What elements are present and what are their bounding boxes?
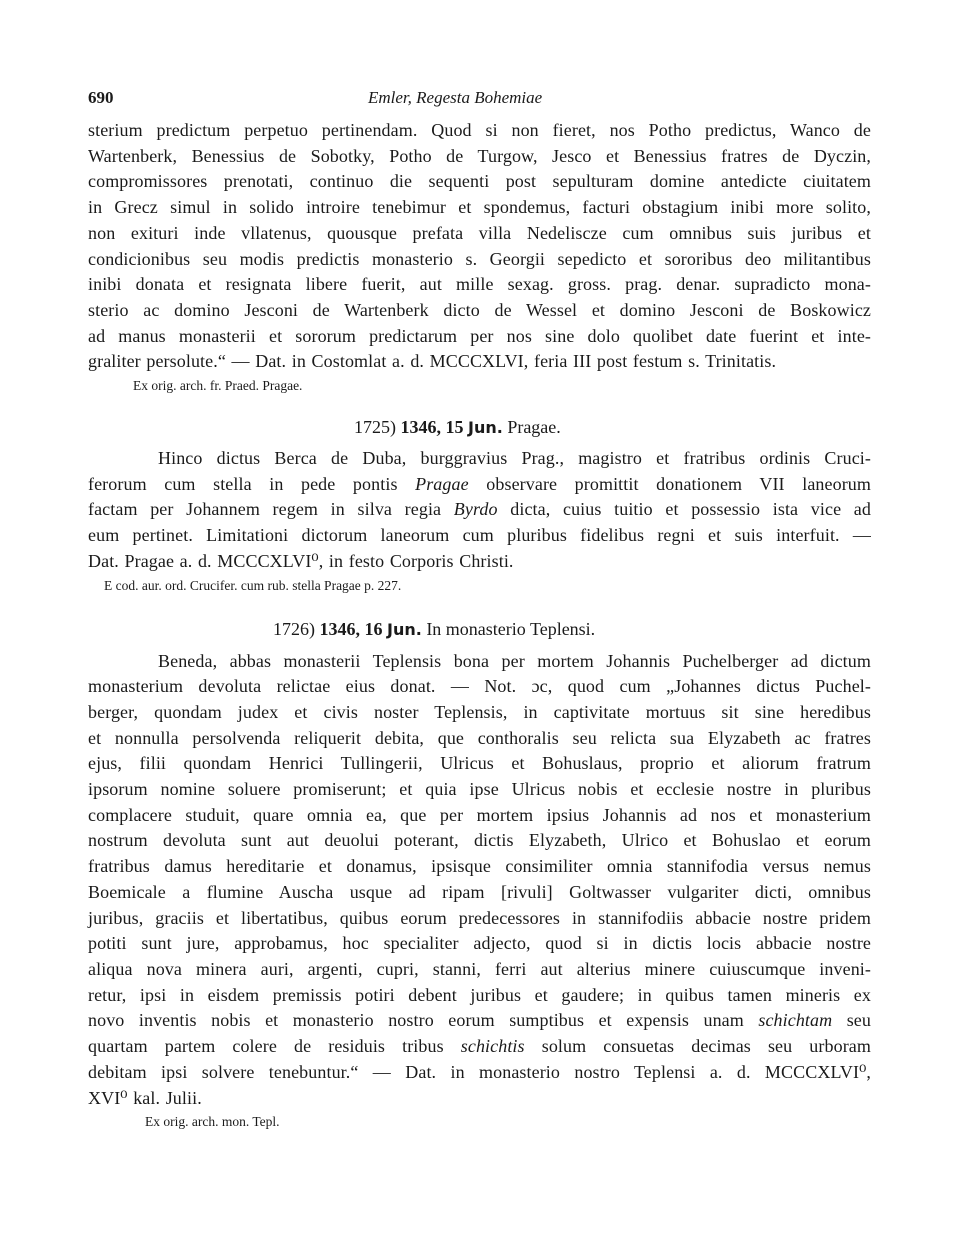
text-line: [88, 880, 871, 906]
text-line: [88, 777, 871, 803]
text-line: ad manus monasterii et sororum predictarum per nos sine dolo quolibet date fuerint et inte-: [88, 325, 871, 346]
text-segment: quartam partem colere de residuis tribus: [88, 1036, 461, 1057]
regest-number: 1726): [273, 618, 315, 639]
text-segment: ipsorum nomine soluere promiserunt; et quia ipse Ulricus nobis et ecclesie nostre in pluribus: [88, 779, 871, 800]
text-segment: Beneda, abbas monasterii Teplensis bona per mortem Johannis Puchelberger ad dictum: [158, 650, 871, 671]
text-line: [88, 906, 871, 932]
text-line: [88, 472, 871, 498]
text-segment: eum pertinet. Limitationi dictorum laneorum cum pluribus fidelibus regni et suis interfuit. —: [88, 525, 871, 546]
text-line: compromissores prenotati, continuo die sequenti post sepulturam domine antedicte ciuitatem: [88, 171, 871, 192]
page-header: [88, 88, 871, 118]
text-line: sterio ac domino Jesconi de Wartenberk dicto de Wessel et domino Jesconi de Boskowicz: [88, 299, 871, 320]
italic-term: Pragae: [415, 473, 469, 494]
text-line: [88, 700, 871, 726]
italic-term: schichtam: [758, 1010, 833, 1031]
regest-date: 1346, 15: [400, 417, 464, 438]
text-segment: observare promittit donationem VII laneorum: [468, 473, 871, 494]
source-note: Ex orig. arch. fr. Praed. Pragae.: [133, 378, 303, 394]
regest-heading: [88, 616, 871, 643]
text-line: [88, 726, 871, 752]
text-line: [88, 523, 871, 549]
text-segment: Boemicale a flumine Auscha usque ad ripam [rivuli] Goltwasser vulgariter dicti, omnibus: [88, 881, 871, 902]
text-line: [88, 1060, 871, 1086]
text-segment: dicta, cuius tuitio et possessio ista vice ad: [497, 499, 871, 520]
source-note: Ex orig. arch. mon. Tepl.: [145, 1114, 280, 1130]
text-line: [88, 931, 871, 957]
text-line: [88, 751, 871, 777]
regest-month: Jun.: [468, 418, 503, 438]
regest-month: Jun.: [387, 619, 422, 639]
entry-1726: [88, 616, 871, 1134]
text-segment: berger, quondam judex et civis noster Teplensis, in captivitate mortuus sit sine heredibus: [88, 701, 871, 722]
regest-number: 1725): [354, 417, 396, 438]
text-segment: solum consuetas decimas seu urboram: [524, 1036, 871, 1057]
text-line: [88, 828, 871, 854]
text-line: [88, 446, 871, 472]
regest-place: Pragae.: [507, 417, 561, 438]
text-line: sterium predictum perpetuo pertinendam. Quod si non fieret, nos Potho predictus, Wanco de: [88, 120, 871, 140]
text-segment: XVI⁰ kal. Julii.: [88, 1087, 202, 1108]
text-line: inibi donata et resignata libere fuerit, aut mille sexag. gross. prag. denar. supradicto mona-: [88, 274, 871, 295]
text-line: in Grecz simul in solido introire tenebimur et spondemus, facturi obstagium inibi more solito,: [88, 197, 871, 218]
text-segment: monasterium devoluta relictae eius donat. — Not. ɔc, quod cum „Johannes dictus Puchel-: [88, 676, 871, 697]
text-line: [88, 1034, 871, 1060]
continuation-text: [88, 118, 871, 397]
regest-date: 1346, 16: [319, 618, 383, 639]
text-segment: novo inventis nobis et monasterio nostro eorum sumptibus et expensis unam: [88, 1010, 759, 1031]
text-line: [88, 1086, 871, 1112]
text-line: [88, 549, 871, 575]
text-segment: ferorum cum stella in pede pontis: [88, 473, 416, 494]
text-segment: fratribus damus hereditarie et donamus, ipsisque consimiliter omnia stannifodia versus nemus: [88, 856, 871, 877]
text-line: [88, 854, 871, 880]
text-segment: Dat. Pragae a. d. MCCCXLVI⁰, in festo Corporis Christi.: [88, 550, 514, 571]
source-note: E cod. aur. ord. Crucifer. cum rub. stella Pragae p. 227.: [104, 577, 402, 593]
entry-1725: [88, 414, 871, 597]
regest-text: [88, 649, 871, 1112]
text-line: non exituri inde vllatenus, quousque prefata villa Nedeliscze cum omnibus suis juribus et: [88, 222, 871, 243]
text-line: [88, 1008, 871, 1034]
text-segment: factam per Johannem regem in silva regia: [88, 499, 454, 520]
italic-term: schichtis: [460, 1036, 525, 1057]
running-title: Emler, Regesta Bohemiae: [368, 88, 543, 107]
text-segment: ejus, filii quondam Henrici Tullingerii, Ulricus et Bohuslaus, proprio et aliorum fratrum: [88, 753, 871, 774]
text-line: [88, 674, 871, 700]
text-line: [88, 803, 871, 829]
text-segment: debitam ipsi solvere tenebuntur.“ — Dat. in monasterio nostro Teplensi a. d. MCCCXLVI⁰,: [88, 1061, 871, 1082]
text-segment: complacere studuit, quare omnia ea, que per mortem ipsius Johannis ad nos et monasterium: [88, 804, 871, 825]
text-segment: et nonnulla persolvenda reliquerit debita, que conthoralis seu relicta sua Elyzabeth ac fratres: [88, 727, 871, 748]
text-segment: juribus, graciis et libertatibus, quibus eorum predecessores in stannifodiis abbacie nostre pridem: [88, 907, 871, 928]
regest-heading: [88, 414, 871, 441]
text-line: [88, 983, 871, 1009]
text-line: [88, 957, 871, 983]
text-line: graliter persolute.“ — Dat. in Costomlat a. d. MCCCXLVI, feria III post festum s. Trinitatis.: [88, 351, 777, 372]
text-segment: aliqua nova minera auri, argenti, cupri, stanni, ferri aut alterius minere cuiuscumque inveni-: [88, 958, 871, 979]
text-line: condicionibus seu modis predictis monasterio s. Georgii sepedicto et sororibus deo militantibus: [88, 248, 871, 269]
regest-text: [88, 446, 871, 575]
text-line: Wartenberk, Benessius de Sobotky, Potho de Turgow, Jesco et Benessius fratres de Dyczin,: [88, 145, 871, 166]
page-number: 690: [88, 88, 114, 107]
text-line: [88, 497, 871, 523]
text-segment: nostrum devoluta sunt aut deuolui poterant, dictis Elyzabeth, Ulrico et Bohuslao et eorum: [88, 830, 871, 851]
text-segment: potiti sunt jure, approbamus, hoc specialiter adjecto, quod si in dictis locis abbacie nostre: [88, 933, 871, 954]
text-segment: seu: [832, 1010, 871, 1031]
italic-term: Byrdo: [453, 499, 498, 520]
text-line: [88, 649, 871, 675]
regest-place: In monasterio Teplensi.: [426, 618, 596, 639]
text-segment: retur, ipsi in eisdem premissis potiri debent juribus et gaudere; in quibus tamen mineris ex: [88, 984, 871, 1005]
document-page: [88, 88, 871, 1133]
text-segment: Hinco dictus Berca de Duba, burggravius Prag., magistro et fratribus ordinis Cruci-: [158, 448, 871, 469]
